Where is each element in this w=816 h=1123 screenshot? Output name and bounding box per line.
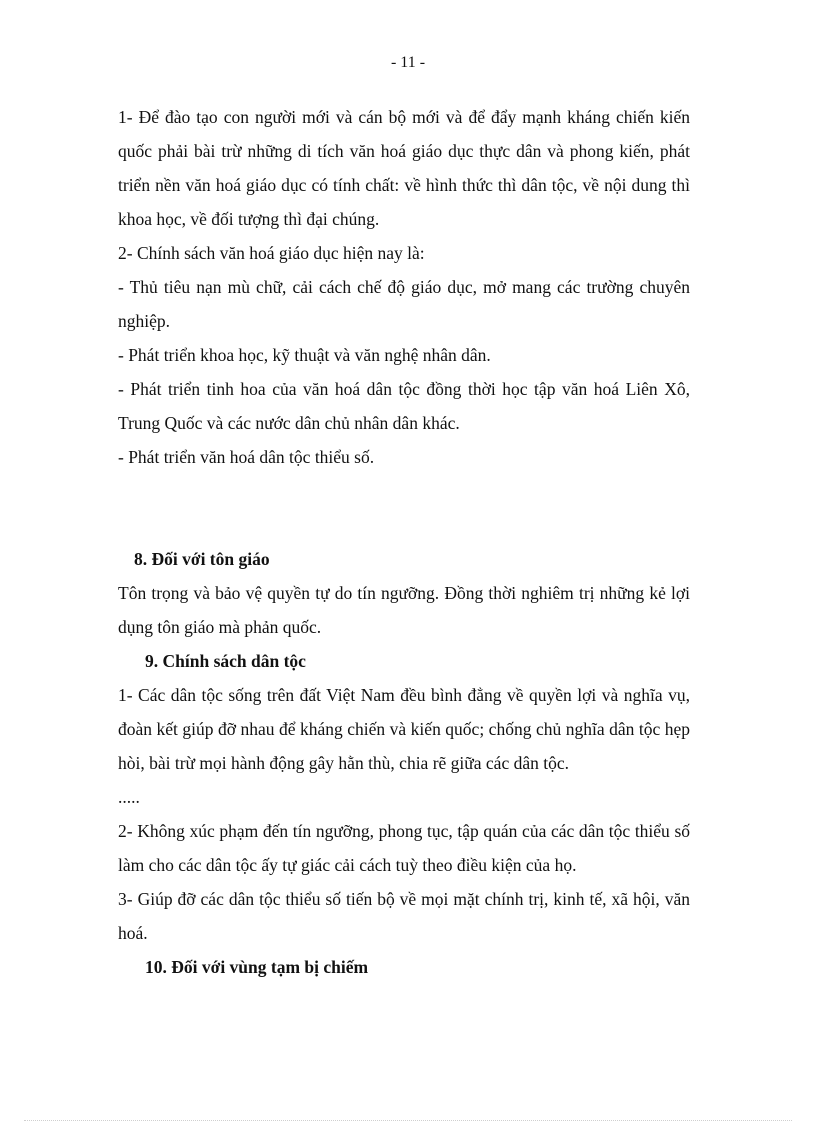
page-number: - 11 - xyxy=(390,54,426,71)
section-heading-occupied-areas: 10. Đối với vùng tạm bị chiếm xyxy=(145,957,369,977)
paragraph-culture-education-1: 1- Để đào tạo con người mới và cán bộ mới và để đẩy mạnh kháng chiến kiến quốc phải bài trừ những di tích văn hoá giáo dục thực dân và phong kiến, phát triển nền văn hoá giáo dục có tính chất: về hình thức thì dân tộc, về nội dung thì khoa học, về đối tượng thì đại chúng. xyxy=(118,107,690,229)
document-body xyxy=(118,100,690,984)
paragraph-culture-education-2: 2- Chính sách văn hoá giáo dục hiện nay là: xyxy=(118,243,425,263)
ellipsis: ..... xyxy=(118,787,140,807)
paragraph-religion: Tôn trọng và bảo vệ quyền tự do tín ngưỡng. Đồng thời nghiêm trị những kẻ lợi dụng tôn giáo mà phản quốc. xyxy=(118,583,690,637)
list-item-literacy: - Thủ tiêu nạn mù chữ, cải cách chế độ giáo dục, mở mang các trường chuyên nghiệp. xyxy=(118,277,690,331)
section-heading-ethnic-policy: 9. Chính sách dân tộc xyxy=(145,651,306,671)
paragraph-ethnic-1: 1- Các dân tộc sống trên đất Việt Nam đều bình đẳng về quyền lợi và nghĩa vụ, đoàn kết giúp đỡ nhau để kháng chiến và kiến quốc; chống chủ nghĩa dân tộc hẹp hòi, bài trừ mọi hành động gây hằn thù, chia rẽ giữa các dân tộc. xyxy=(118,685,690,773)
paragraph-ethnic-3: 3- Giúp đỡ các dân tộc thiểu số tiến bộ về mọi mặt chính trị, kinh tế, xã hội, văn hoá. xyxy=(118,889,690,943)
list-item-minority-culture: - Phát triển văn hoá dân tộc thiểu số. xyxy=(118,447,375,467)
section-heading-religion: 8. Đối với tôn giáo xyxy=(134,549,270,569)
section-gap xyxy=(118,474,690,542)
paragraph-ethnic-2: 2- Không xúc phạm đến tín ngưỡng, phong tục, tập quán của các dân tộc thiểu số làm cho các dân tộc ấy tự giác cải cách tuỳ theo điều kiện của họ. xyxy=(118,821,690,875)
list-item-national-culture: - Phát triển tinh hoa của văn hoá dân tộc đồng thời học tập văn hoá Liên Xô, Trung Quốc và các nước dân chủ nhân dân khác. xyxy=(118,379,690,433)
page-bottom-divider xyxy=(24,1120,792,1121)
list-item-science: - Phát triển khoa học, kỹ thuật và văn nghệ nhân dân. xyxy=(118,345,491,365)
